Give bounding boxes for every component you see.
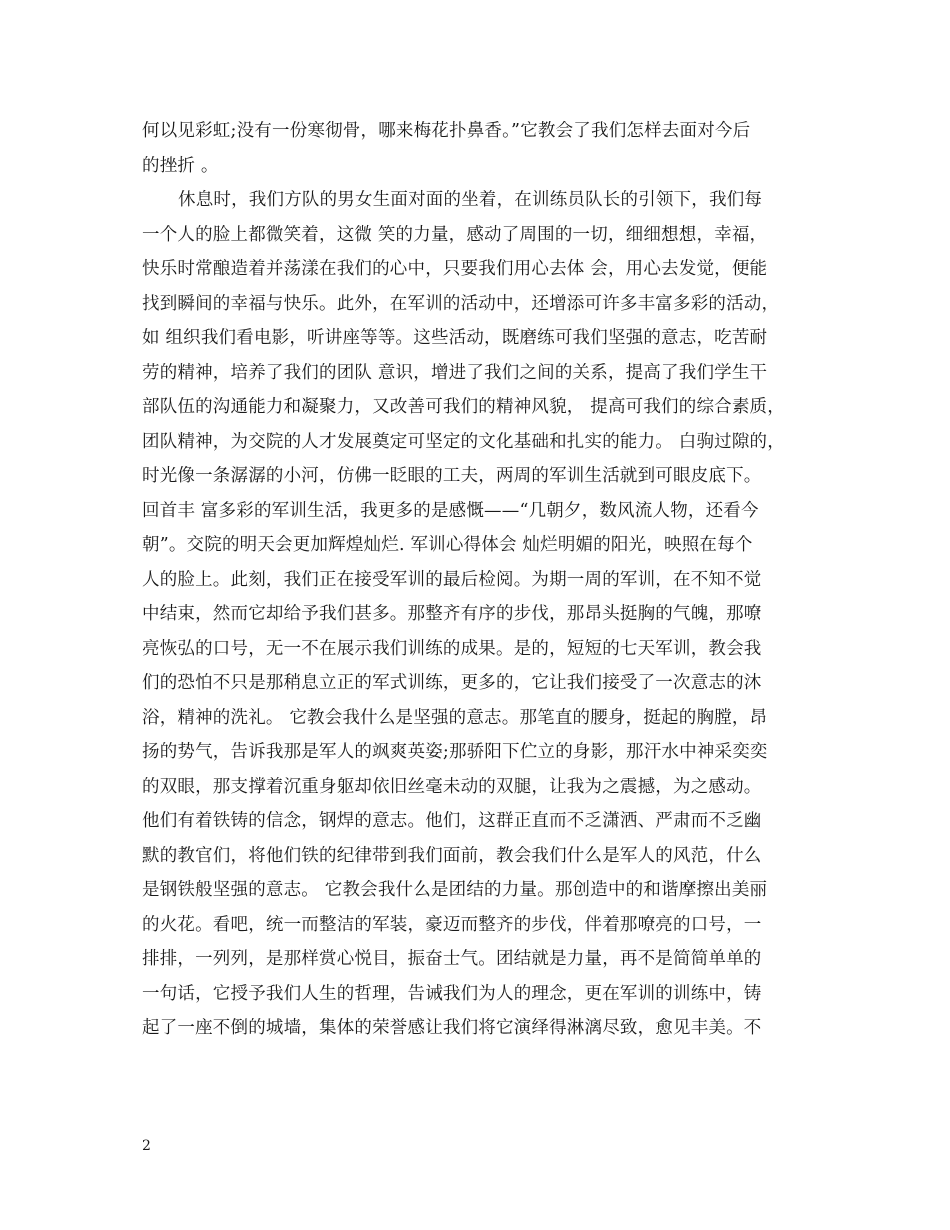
body-text: [142, 114, 832, 1046]
text-line: 一句话，它授予我们人生的哲理，告诫我们为人的理念，更在军训的训练中，铸: [142, 983, 762, 1004]
text-line: 扬的势气，告诉我那是军人的飒爽英姿;那骄阳下伫立的身影，那汗水中神采奕奕: [142, 742, 768, 762]
text-line: 部队伍的沟通能力和凝聚力，又改善可我们的精神风貌， 提高可我们的综合素质，: [142, 397, 785, 417]
text-line: 的双眼，那支撑着沉重身躯却依旧丝毫未动的双腿，让我为之震撼，为之感动。: [142, 776, 762, 797]
text-line: 快乐时常酿造着并荡漾在我们的心中，只要我们用心去体 会，用心去发觉，便能: [142, 259, 768, 279]
text-line: 朝”。交院的明天会更加辉煌灿烂. 军训心得体会 灿烂明媚的阳光，映照在每个: [142, 535, 753, 555]
text-line: 何以见彩虹;没有一份寒彻骨，哪来梅花扑鼻香。”它教会了我们怎样去面对今后: [142, 121, 751, 141]
text-line: 找到瞬间的幸福与快乐。此外，在军训的活动中，还增添可许多丰富多彩的活动，: [142, 293, 780, 314]
text-line: 回首丰 富多彩的军训生活，我更多的是感慨——“几朝夕，数风流人物，还看今: [142, 500, 759, 521]
text-line: 浴，精神的洗礼。 它教会我什么是坚强的意志。那笔直的腰身，挺起的胸膛，昂: [142, 707, 768, 728]
text-line: 如 组织我们看电影，听讲座等等。这些活动，既磨练可我们坚强的意志，吃苦耐: [142, 328, 768, 348]
text-line: 一个人的脸上都微笑着，这微 笑的力量，感动了周围的一切，细细想想，幸福，: [142, 224, 768, 245]
text-line: 的火花。看吧，统一而整洁的军装，豪迈而整齐的步伐，伴着那嘹亮的口号，一: [142, 914, 762, 935]
text-line: 人的脸上。此刻，我们正在接受军训的最后检阅。为期一周的军训，在不知不觉: [142, 569, 762, 590]
text-line: 时光像一条潺潺的小河，仿佛一眨眼的工夫，两周的军训生活就到可眼皮底下。: [142, 466, 762, 486]
text-line: 中结束，然而它却给予我们甚多。那整齐有序的步伐，那昂头挺胸的气魄，那嘹: [142, 604, 762, 624]
text-line: 起了一座不倒的城墙，集体的荣誉感让我们将它演绎得淋漓尽致，愈见丰美。不: [142, 1018, 762, 1038]
text-line: 默的教官们，将他们铁的纪律带到我们面前，教会我们什么是军人的风范，什么: [142, 845, 762, 866]
text-line: 是钢铁般坚强的意志。 它教会我什么是团结的力量。那创造中的和谐摩擦出美丽: [142, 880, 768, 900]
text-line: 团队精神，为交院的人才发展奠定可坚定的文化基础和扎实的能力。 白驹过隙的，: [142, 431, 785, 452]
text-line: 劳的精神，培养了我们的团队 意识，增进了我们之间的关系，提高了我们学生干: [142, 362, 768, 383]
text-line: 他们有着铁铸的信念，钢焊的意志。他们，这群正直而不乏潇洒、严肃而不乏幽: [142, 811, 762, 831]
text-line: 的挫折 。: [142, 155, 219, 176]
page-number: 2: [142, 1138, 151, 1154]
text-line: 排排，一列列，是那样赏心悦目，振奋士气。团结就是力量，再不是简简单单的: [142, 949, 762, 969]
paragraph-start-line: 休息时，我们方队的男女生面对面的坐着，在训练员队长的引领下，我们每: [178, 190, 763, 210]
text-line: 们的恐怕不只是那稍息立正的军式训练，更多的，它让我们接受了一次意志的沐: [142, 673, 762, 693]
text-line: 亮恢弘的口号，无一不在展示我们训练的成果。是的，短短的七天军训，教会我: [142, 638, 762, 659]
